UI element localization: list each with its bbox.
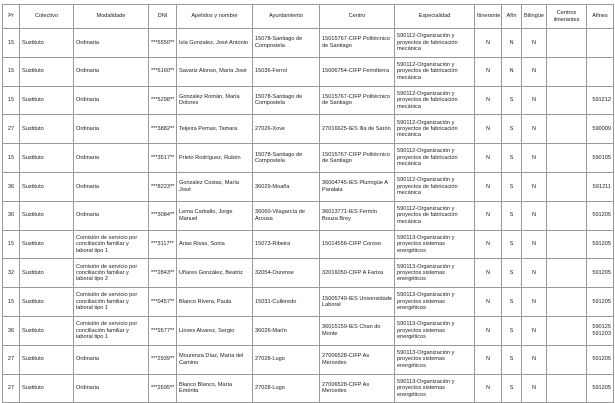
cell-ayuntamiento: 36029-Moaña: [253, 172, 320, 201]
cell-dni: ***2939**: [149, 345, 177, 374]
cell-especialidad: 590112-Organización y proyectos de fabricación mecánica: [395, 144, 475, 173]
cell-bilingue: N: [522, 29, 547, 58]
header-ayuntamiento: Ayuntamiento: [253, 5, 320, 29]
cell-afines: 590009: [587, 115, 614, 144]
cell-afin: S: [502, 115, 522, 144]
header-centro: Centro: [320, 5, 395, 29]
cell-ayuntamiento: 15078-Santiago de Compostela: [253, 144, 320, 173]
cell-itinerante: N: [475, 316, 502, 345]
cell-itinerante: N: [475, 144, 502, 173]
cell-colectivo: Sustituto: [20, 115, 74, 144]
cell-bilingue: N: [522, 172, 547, 201]
cell-afin: S: [502, 172, 522, 201]
cell-especialidad: 590113-Organización y proyectos sistemas energéticos: [395, 288, 475, 317]
cell-nombre: Gonzalez Costas, María José: [177, 172, 253, 201]
cell-afin: S: [502, 144, 522, 173]
cell-pr: 15: [3, 230, 20, 259]
cell-bilingue: N: [522, 86, 547, 115]
table-row: [3, 259, 614, 288]
cell-ayuntamiento: 27028-Lugo: [253, 345, 320, 374]
cell-bilingue: N: [522, 230, 547, 259]
cell-colectivo: Sustituto: [20, 316, 74, 345]
cell-especialidad: 590112-Organización y proyectos de fabricación mecánica: [395, 57, 475, 86]
cell-modalidad: Ordinaria: [74, 201, 149, 230]
cell-afines: 591205: [587, 259, 614, 288]
cell-centro: 32016050-CIFP A Farixa: [320, 259, 395, 288]
cell-centro: 15005749-IES Universidade Laboral: [320, 288, 395, 317]
cell-bilingue: N: [522, 288, 547, 317]
cell-pr: 27: [3, 345, 20, 374]
cell-pr: 15: [3, 57, 20, 86]
cell-itinerante: N: [475, 374, 502, 403]
cell-nombre: Mourenza Díaz, María del Camino: [177, 345, 253, 374]
cell-modalidad: Ordinaria: [74, 29, 149, 58]
cell-dni: ***3084**: [149, 201, 177, 230]
cell-colectivo: Sustituto: [20, 345, 74, 374]
cell-dni: ***5298**: [149, 86, 177, 115]
table-row: [3, 230, 614, 259]
cell-pr: 32: [3, 259, 20, 288]
header-especialidad: Especialidad: [395, 5, 475, 29]
assignments-table: [2, 4, 614, 403]
cell-dni: ***3882**: [149, 115, 177, 144]
cell-dni: ***3117**: [149, 230, 177, 259]
table-row: [3, 172, 614, 201]
cell-modalidad: Comisión de servicio por conciliación familiar y laboral tipo 1: [74, 288, 149, 317]
table-row: [3, 345, 614, 374]
cell-afines: 591205: [587, 201, 614, 230]
cell-pr: 36: [3, 316, 20, 345]
cell-afin: S: [502, 259, 522, 288]
cell-nombre: Isla Gonzalez, José Antonio: [177, 29, 253, 58]
cell-dni: ***8223**: [149, 172, 177, 201]
cell-afines: 591205: [587, 288, 614, 317]
cell-modalidad: Ordinaria: [74, 115, 149, 144]
cell-modalidad: Comisión de servicio por conciliación familiar y laboral tipo 1: [74, 316, 149, 345]
cell-nombre: Prieto Rodríguez, Rubén: [177, 144, 253, 173]
cell-centros-itinerantes: [547, 201, 587, 230]
cell-itinerante: N: [475, 345, 502, 374]
cell-especialidad: 590112-Organización y proyectos de fabricación mecánica: [395, 86, 475, 115]
cell-nombre: Lloves Alvarez, Sergio: [177, 316, 253, 345]
cell-nombre: Lema Carballo, Jorge Manuel: [177, 201, 253, 230]
cell-centros-itinerantes: [547, 374, 587, 403]
cell-itinerante: N: [475, 201, 502, 230]
cell-colectivo: Sustituto: [20, 201, 74, 230]
cell-dni: ***2695**: [149, 374, 177, 403]
cell-nombre: Blanco Blanco, María Emérita: [177, 374, 253, 403]
cell-bilingue: N: [522, 57, 547, 86]
cell-afines: 590105: [587, 144, 614, 173]
cell-pr: 36: [3, 172, 20, 201]
cell-pr: 15: [3, 288, 20, 317]
cell-nombre: Savariz Alonso, María José: [177, 57, 253, 86]
cell-afines: 591205: [587, 374, 614, 403]
cell-centros-itinerantes: [547, 230, 587, 259]
cell-afin: S: [502, 345, 522, 374]
cell-ayuntamiento: 15078-Santiago de Compostela: [253, 86, 320, 115]
cell-centro: 27006528-CIFP As Mercedes: [320, 345, 395, 374]
cell-especialidad: 590112-Organización y proyectos de fabricación mecánica: [395, 29, 475, 58]
cell-nombre: Teijeira Pemas, Tamara: [177, 115, 253, 144]
cell-colectivo: Sustituto: [20, 144, 74, 173]
cell-centros-itinerantes: [547, 29, 587, 58]
cell-centros-itinerantes: [547, 144, 587, 173]
table-row: [3, 144, 614, 173]
cell-ayuntamiento: 15031-Culleredo: [253, 288, 320, 317]
cell-bilingue: N: [522, 259, 547, 288]
cell-centros-itinerantes: [547, 316, 587, 345]
cell-especialidad: 590113-Organización y proyectos sistemas energéticos: [395, 374, 475, 403]
cell-colectivo: Sustituto: [20, 230, 74, 259]
header-bilingue: Bilingüe: [522, 5, 547, 29]
cell-pr: 27: [3, 374, 20, 403]
cell-especialidad: 590112-Organización y proyectos de fabricación mecánica: [395, 115, 475, 144]
cell-centro: 27006528-CIFP As Mercedes: [320, 374, 395, 403]
header-afin: Afín: [502, 5, 522, 29]
header-afines: Afines: [587, 5, 614, 29]
table-row: [3, 29, 614, 58]
cell-ayuntamiento: 15036-Ferrol: [253, 57, 320, 86]
cell-centro: 15006754-CIFP Ferrolterra: [320, 57, 395, 86]
table-row: [3, 288, 614, 317]
cell-pr: 15: [3, 144, 20, 173]
cell-itinerante: N: [475, 86, 502, 115]
header-dni: DNI: [149, 5, 177, 29]
cell-ayuntamiento: 27026-Xove: [253, 115, 320, 144]
cell-pr: 36: [3, 201, 20, 230]
cell-colectivo: Sustituto: [20, 374, 74, 403]
cell-afines: [587, 57, 614, 86]
cell-modalidad: Ordinaria: [74, 172, 149, 201]
cell-nombre: Gonzalez Román, María Dolores: [177, 86, 253, 115]
cell-itinerante: N: [475, 115, 502, 144]
table-row: [3, 57, 614, 86]
cell-centro: 36013771-IES Fermín Bouza Brey: [320, 201, 395, 230]
cell-centro: 27016625-IES Illa de Sarón: [320, 115, 395, 144]
cell-centros-itinerantes: [547, 259, 587, 288]
cell-centros-itinerantes: [547, 115, 587, 144]
cell-modalidad: Ordinaria: [74, 144, 149, 173]
cell-colectivo: Sustituto: [20, 172, 74, 201]
cell-bilingue: N: [522, 316, 547, 345]
cell-modalidad: Comisión de servicio por conciliación familiar y laboral tipo 1: [74, 230, 149, 259]
cell-centros-itinerantes: [547, 57, 587, 86]
cell-centros-itinerantes: [547, 288, 587, 317]
cell-ayuntamiento: 15078-Santiago de Compostela: [253, 29, 320, 58]
cell-modalidad: Ordinaria: [74, 374, 149, 403]
cell-itinerante: N: [475, 230, 502, 259]
cell-itinerante: N: [475, 172, 502, 201]
cell-dni: ***9577**: [149, 316, 177, 345]
cell-centro: 15015767-CIFP Politécnico de Santiago: [320, 144, 395, 173]
header-itinerante: Itinerante: [475, 5, 502, 29]
results-table-container: [2, 4, 613, 403]
cell-bilingue: N: [522, 144, 547, 173]
cell-afin: N: [502, 57, 522, 86]
cell-centro: 15014556-CIFP Coroso: [320, 230, 395, 259]
cell-itinerante: N: [475, 29, 502, 58]
cell-modalidad: Ordinaria: [74, 86, 149, 115]
cell-ayuntamiento: 36026-Marín: [253, 316, 320, 345]
cell-colectivo: Sustituto: [20, 57, 74, 86]
cell-ayuntamiento: 27028-Lugo: [253, 374, 320, 403]
cell-modalidad: Comisión de servicio por conciliación familiar y laboral tipo 2: [74, 259, 149, 288]
cell-centros-itinerantes: [547, 345, 587, 374]
header-centros-itinerantes: Centros itinerantes: [547, 5, 587, 29]
cell-afines: 591211: [587, 172, 614, 201]
cell-itinerante: N: [475, 57, 502, 86]
cell-itinerante: N: [475, 259, 502, 288]
cell-bilingue: N: [522, 345, 547, 374]
cell-modalidad: Ordinaria: [74, 57, 149, 86]
cell-afin: S: [502, 86, 522, 115]
cell-pr: 27: [3, 115, 20, 144]
cell-afin: S: [502, 288, 522, 317]
cell-afin: S: [502, 201, 522, 230]
cell-afines: 591205: [587, 230, 614, 259]
table-row: [3, 86, 614, 115]
cell-dni: ***2843**: [149, 259, 177, 288]
cell-colectivo: Sustituto: [20, 86, 74, 115]
table-row: [3, 374, 614, 403]
cell-afines: [587, 29, 614, 58]
cell-afin: S: [502, 374, 522, 403]
cell-colectivo: Sustituto: [20, 29, 74, 58]
cell-afin: S: [502, 316, 522, 345]
cell-centros-itinerantes: [547, 172, 587, 201]
cell-afin: S: [502, 230, 522, 259]
cell-centro: 15015767-CIFP Politécnico de Santiago: [320, 29, 395, 58]
cell-pr: 15: [3, 86, 20, 115]
cell-nombre: Blanco Rivera, Paula: [177, 288, 253, 317]
cell-afines: 591205: [587, 345, 614, 374]
cell-dni: ***6550**: [149, 29, 177, 58]
cell-bilingue: N: [522, 115, 547, 144]
cell-bilingue: N: [522, 374, 547, 403]
header-modalidad: Modalidade: [74, 5, 149, 29]
cell-modalidad: Ordinaria: [74, 345, 149, 374]
cell-especialidad: 590113-Organización y proyectos sistemas energéticos: [395, 259, 475, 288]
cell-afines: 590125 591203: [587, 316, 614, 345]
cell-itinerante: N: [475, 288, 502, 317]
cell-centro: 36004745-IES Pluringüe A Paralaia: [320, 172, 395, 201]
cell-colectivo: Sustituto: [20, 288, 74, 317]
header-pr: Pr: [3, 5, 20, 29]
cell-especialidad: 590112-Organización y proyectos de fabricación mecánica: [395, 172, 475, 201]
cell-ayuntamiento: 36060-Vilagarcía de Arousa: [253, 201, 320, 230]
header-apelidos: Apelidos y nombre: [177, 5, 253, 29]
cell-dni: ***3517**: [149, 144, 177, 173]
header-colectivo: Colectivo: [20, 5, 74, 29]
table-body: [3, 29, 614, 403]
table-row: [3, 316, 614, 345]
table-header-row: [3, 5, 614, 29]
table-row: [3, 201, 614, 230]
cell-especialidad: 590113-Organización y proyectos sistemas energéticos: [395, 316, 475, 345]
cell-ayuntamiento: 15073-Ribeira: [253, 230, 320, 259]
cell-bilingue: N: [522, 201, 547, 230]
cell-centro: 15015767-CIFP Politécnico de Santiago: [320, 86, 395, 115]
cell-especialidad: 590113-Organización y proyectos sistemas energéticos: [395, 230, 475, 259]
cell-especialidad: 590112-Organización y proyectos de fabricación mecánica: [395, 201, 475, 230]
cell-pr: 15: [3, 29, 20, 58]
cell-dni: ***6160**: [149, 57, 177, 86]
cell-colectivo: Sustituto: [20, 259, 74, 288]
cell-centros-itinerantes: [547, 86, 587, 115]
cell-nombre: Arias Rivas, Sonia: [177, 230, 253, 259]
cell-nombre: Uñares González, Beatriz: [177, 259, 253, 288]
cell-especialidad: 590113-Organización y proyectos sistemas energéticos: [395, 345, 475, 374]
cell-afines: 591212: [587, 86, 614, 115]
cell-ayuntamiento: 32054-Ourense: [253, 259, 320, 288]
cell-dni: ***0457**: [149, 288, 177, 317]
cell-afin: N: [502, 29, 522, 58]
cell-centro: 36015159-IES Chan do Monte: [320, 316, 395, 345]
table-row: [3, 115, 614, 144]
